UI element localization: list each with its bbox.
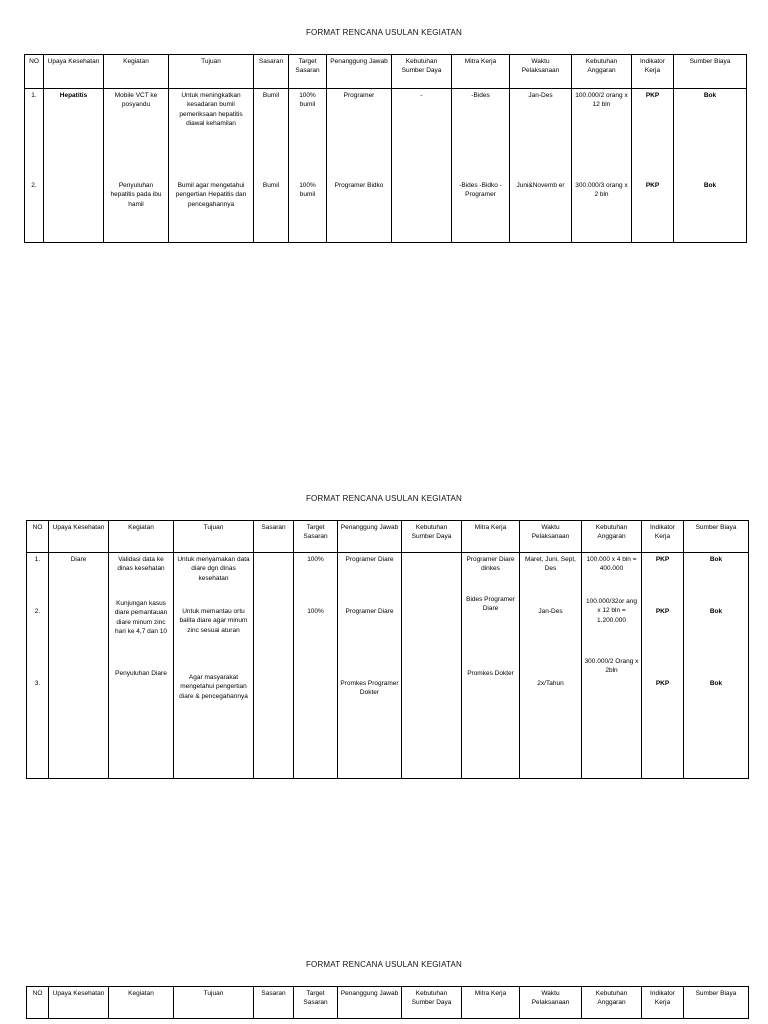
header-mitra: Mitra Kerja (462, 987, 520, 1019)
cell-indikator (632, 89, 674, 243)
row-pj: Programer Bidko (334, 182, 384, 189)
cell-indikator (642, 553, 684, 779)
row-tujuan: Agar masyarakat mengetahui pengertian diare & pencegahannya (179, 674, 248, 700)
row-waktu: Maret, Juni, Sept, Des (525, 556, 576, 573)
header-no: NO (27, 987, 49, 1019)
row-tujuan: Untuk memantau ortu balita diare agar minum zinc sesuai aturan (179, 608, 248, 634)
header-mitra: Mitra Kerja (452, 55, 510, 89)
cell-anggaran (582, 553, 642, 779)
row-anggaran: 100.000/32or ang x 12 bln = 1.200.000 (586, 598, 637, 624)
header-kegiatan: Kegiatan (104, 55, 169, 89)
table-row (27, 553, 749, 779)
doc-title-1: FORMAT RENCANA USULAN KEGIATAN (305, 28, 463, 37)
cell-sumber-daya (402, 553, 462, 779)
cell-tujuan (174, 553, 254, 779)
row-kegiatan: Penyuluhan hepatitis pada ibu hamil (110, 182, 162, 208)
row-kegiatan: Penyuluhan Diare (115, 670, 167, 677)
header-target: Target Sasaran (294, 521, 338, 553)
row-indikator: PKP (655, 680, 670, 687)
cell-target (289, 89, 327, 243)
row-mitra: -Bides -Bidko -Programer (459, 182, 502, 199)
row-indikator: PKP (655, 608, 670, 615)
header-kegiatan: Kegiatan (109, 521, 174, 553)
row-biaya: Bok (709, 608, 723, 615)
header-anggaran: Kebutuhan Anggaran (572, 55, 632, 89)
row-waktu: Jan-Des (538, 608, 563, 615)
header-biaya: Sumber Biaya (684, 521, 749, 553)
row-biaya: Bok (703, 182, 717, 189)
header-sasaran: Sasaran (254, 987, 294, 1019)
header-pj: Penanggung Jawab (327, 55, 392, 89)
doc-title-2: FORMAT RENCANA USULAN KEGIATAN (305, 494, 463, 503)
row-kegiatan: Kunjungan kasus diare pemantauan diare minum zinc hari ke 4,7 dan 10 (114, 600, 168, 636)
row-waktu: Juni&Novemb er (516, 182, 565, 189)
plan-table-3 (26, 986, 749, 1019)
header-kegiatan: Kegiatan (109, 987, 174, 1019)
header-sumber-daya: Kebutuhan Sumber Daya (402, 521, 462, 553)
header-row (25, 55, 747, 89)
header-biaya: Sumber Biaya (684, 987, 749, 1019)
cell-waktu (520, 553, 582, 779)
cell-anggaran (572, 89, 632, 243)
row-kegiatan: Validasi data ke dinas kesehatan (117, 556, 165, 573)
row-sasaran: Bumil (262, 182, 280, 189)
header-row (27, 987, 749, 1019)
row-target: 100% (307, 556, 324, 563)
row-no: 3. (34, 680, 41, 687)
cell-target (294, 553, 338, 779)
cell-tujuan (169, 89, 254, 243)
header-indikator: Indikator Kerja (642, 521, 684, 553)
row-target: 100% bumil (299, 182, 316, 199)
row-pj: Programer Diare (345, 556, 394, 563)
cell-biaya (674, 89, 747, 243)
cell-kegiatan (109, 553, 174, 779)
header-mitra: Mitra Kerja (462, 521, 520, 553)
row-mitra: Programer Diare dinkes (466, 556, 515, 573)
row-biaya: Bok (709, 680, 723, 687)
header-target: Target Sasaran (294, 987, 338, 1019)
header-anggaran: Kebutuhan Anggaran (582, 521, 642, 553)
row-no: 2. (31, 182, 37, 189)
row-anggaran: 300.000/3 orang x 2 bln (575, 182, 628, 199)
header-waktu: Waktu Pelaksanaan (520, 521, 582, 553)
row-mitra: Bides Programer Diare (466, 596, 515, 613)
cell-pj (327, 89, 392, 243)
cell-upaya: Hepatitis (44, 89, 104, 243)
row-target: 100% bumil (299, 92, 316, 109)
row-waktu: Jan-Des (528, 92, 553, 99)
cell-sasaran (254, 553, 294, 779)
header-biaya: Sumber Biaya (674, 55, 747, 89)
plan-table-2 (26, 520, 749, 779)
row-tujuan: Bumil agar mengetahui pengertian Hepatitis dan pencegahannya (175, 182, 247, 208)
cell-no (25, 89, 44, 243)
row-sumber-daya: - (420, 92, 423, 99)
header-pj: Penanggung Jawab (338, 521, 402, 553)
row-mitra: -Bides (471, 92, 490, 99)
row-pj: Programer (343, 92, 375, 99)
row-anggaran: 100.000 x 4 bln = 400.000 (586, 556, 637, 573)
header-waktu: Waktu Pelaksanaan (510, 55, 572, 89)
row-waktu: 2x/Tahun (537, 680, 564, 687)
header-sasaran: Sasaran (254, 521, 294, 553)
row-no: 1. (31, 92, 37, 99)
row-mitra: Promkes Dokter (467, 670, 514, 677)
row-tujuan: Untuk meningkatkan kesadaran bumil pemeriksaan hepatitis diawal kehamilan (179, 92, 243, 128)
row-tujuan: Untuk menyamakan data diare dgn dinas kesehatan (177, 556, 250, 582)
header-indikator: Indikator Kerja (632, 55, 674, 89)
header-target: Target Sasaran (289, 55, 327, 89)
header-upaya: Upaya Kesehatan (44, 55, 104, 89)
row-biaya: Bok (703, 92, 717, 99)
header-sumber-daya: Kebutuhan Sumber Daya (402, 987, 462, 1019)
header-upaya: Upaya Kesehatan (49, 521, 109, 553)
cell-upaya: Diare (49, 553, 109, 779)
row-pj: Programer Diare (345, 608, 394, 615)
table-row (25, 89, 747, 243)
plan-table-1 (24, 54, 747, 243)
cell-kegiatan (104, 89, 169, 243)
cell-biaya (684, 553, 749, 779)
row-indikator: PKP (655, 556, 670, 563)
row-kegiatan: Mobile VCT ke posyandu (114, 92, 158, 109)
header-tujuan: Tujuan (169, 55, 254, 89)
row-pj: Promkes Programer Dokter (340, 680, 399, 697)
row-anggaran: 100.000/2 orang x 12 bln (575, 92, 628, 109)
row-sasaran: Bumil (262, 92, 280, 99)
row-indikator: PKP (645, 92, 660, 99)
header-waktu: Waktu Pelaksanaan (520, 987, 582, 1019)
row-anggaran: 300.000/2 Orang x 2bln (584, 658, 639, 675)
cell-mitra (452, 89, 510, 243)
header-pj: Penanggung Jawab (338, 987, 402, 1019)
header-no: NO (27, 521, 49, 553)
header-upaya: Upaya Kesehatan (49, 987, 109, 1019)
row-no: 2. (34, 608, 41, 615)
cell-mitra (462, 553, 520, 779)
doc-title-3: FORMAT RENCANA USULAN KEGIATAN (305, 960, 463, 969)
header-tujuan: Tujuan (174, 521, 254, 553)
header-tujuan: Tujuan (174, 987, 254, 1019)
header-sumber-daya: Kebutuhan Sumber Daya (392, 55, 452, 89)
header-indikator: Indikator Kerja (642, 987, 684, 1019)
cell-no (27, 553, 49, 779)
cell-sumber-daya (392, 89, 452, 243)
cell-pj (338, 553, 402, 779)
row-biaya: Bok (709, 556, 723, 563)
row-indikator: PKP (645, 182, 660, 189)
cell-waktu (510, 89, 572, 243)
row-target: 100% (307, 608, 324, 615)
cell-sasaran (254, 89, 289, 243)
row-no: 1. (34, 556, 41, 563)
header-sasaran: Sasaran (254, 55, 289, 89)
header-no: NO (25, 55, 44, 89)
header-anggaran: Kebutuhan Anggaran (582, 987, 642, 1019)
header-row (27, 521, 749, 553)
